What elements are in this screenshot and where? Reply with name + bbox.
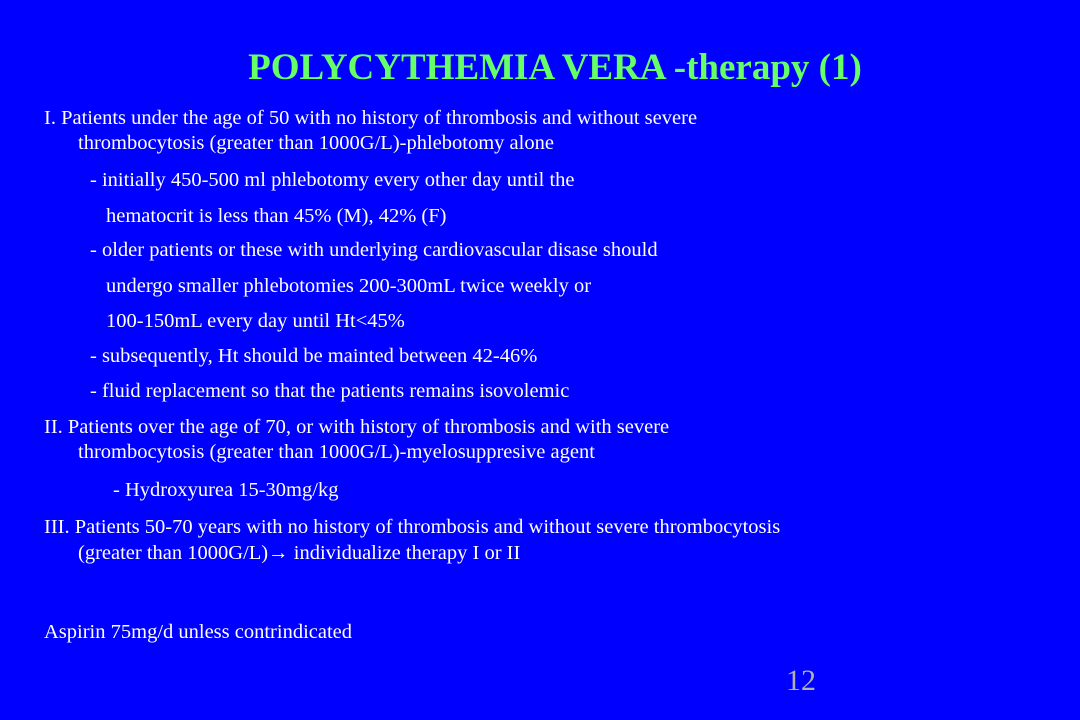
section-1-heading-line-1: I. Patients under the age of 50 with no history of thrombosis and without severe xyxy=(44,107,698,129)
section-3-outcome: individualize therapy I or II xyxy=(288,542,521,564)
section-1-item-2-continuation-2: 100-150mL every day until Ht<45% xyxy=(106,310,405,332)
section-1-item-1-continuation: hematocrit is less than 45% (M), 42% (F) xyxy=(106,205,447,227)
section-1-item-4: - fluid replacement so that the patients remains isovolemic xyxy=(90,380,570,402)
page-number: 12 xyxy=(786,664,816,697)
slide-title-subtitle: -therapy (1) xyxy=(673,47,862,88)
slide-title-main: POLYCYTHEMIA VERA xyxy=(248,47,674,88)
section-3-heading-line-1: III. Patients 50-70 years with no history of thrombosis and without severe thrombocytosis xyxy=(44,516,781,538)
section-1-item-3: - subsequently, Ht should be mainted between 42-46% xyxy=(90,345,538,367)
section-2-heading-line-1: II. Patients over the age of 70, or with history of thrombosis and with severe xyxy=(44,416,670,438)
section-3-condition: (greater than 1000G/L) xyxy=(78,542,269,564)
right-arrow-icon: → xyxy=(268,542,289,564)
section-1-item-2: - older patients or these with underlying cardiovascular disase should xyxy=(90,239,658,261)
slide-title xyxy=(0,46,1080,90)
section-2-item-1: - Hydroxyurea 15-30mg/kg xyxy=(113,479,339,501)
section-1-item-2-continuation-1: undergo smaller phlebotomies 200-300mL twice weekly or xyxy=(106,275,592,297)
section-2-heading-line-2: thrombocytosis (greater than 1000G/L)-myelosuppresive agent xyxy=(78,441,595,463)
section-1-item-1: - initially 450-500 ml phlebotomy every other day until the xyxy=(90,169,575,191)
section-1-heading-line-2: thrombocytosis (greater than 1000G/L)-phlebotomy alone xyxy=(78,132,554,154)
section-3-heading-line-2 xyxy=(78,541,1080,565)
aspirin-note: Aspirin 75mg/d unless contrindicated xyxy=(44,621,353,643)
